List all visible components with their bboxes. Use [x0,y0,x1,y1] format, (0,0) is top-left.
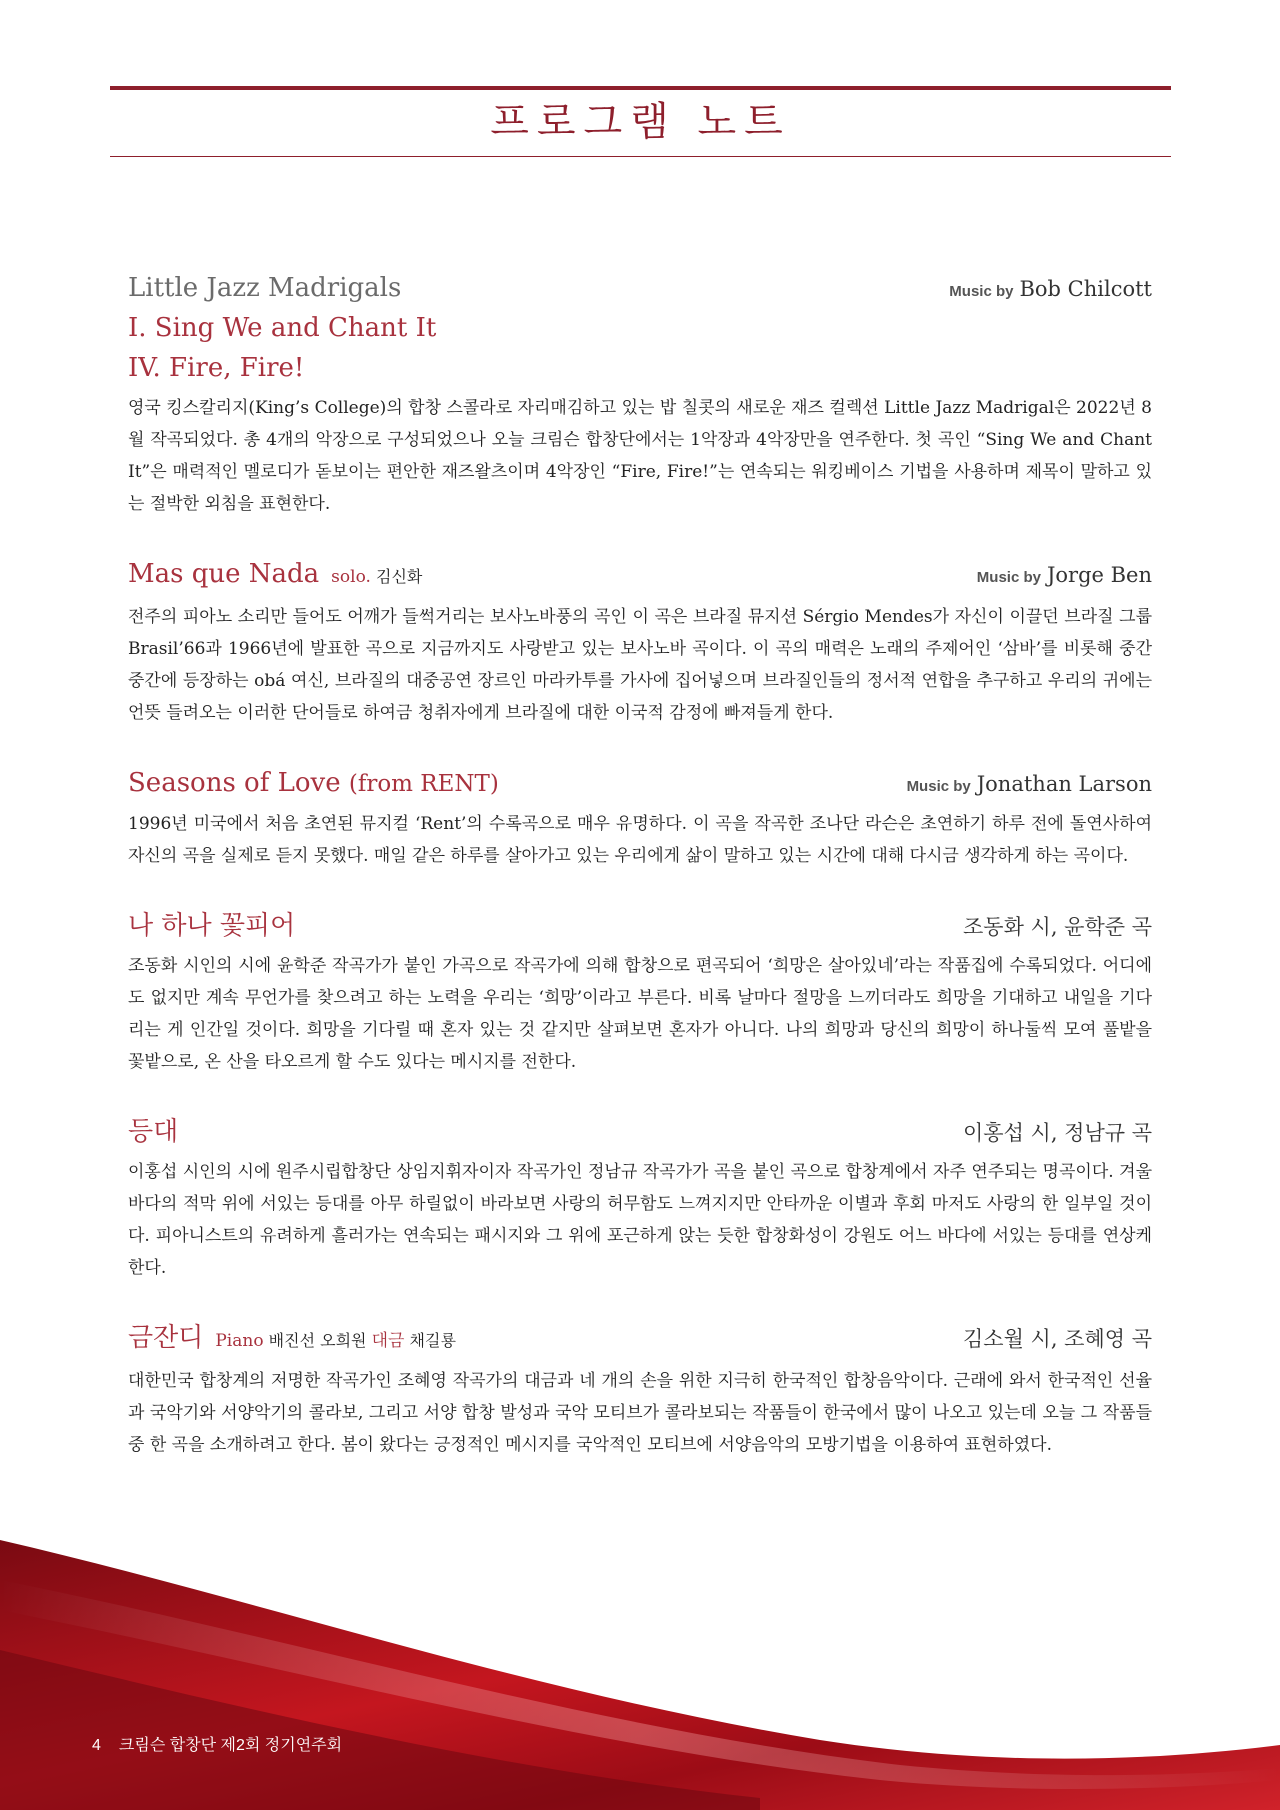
piece-description: 대한민국 합창계의 저명한 작곡가인 조혜영 작곡가의 대금과 네 개의 손을 위한 지극히 한국적인 합창음악이다. 근래에 와서 한국적인 선율과 국악기와 서양악기의 콜라보, 그리고 서양 합창 발성과 국악 모티브가 콜라보되는 작품들이 한국에서 많이 나오고 있는데 오늘 그 작품들 중 한 곡을 소개하려고 한다. 봄이 왔다는 긍정적인 메시지를 국악적인 모티브에 서양음악의 모방기법을 이용하여 표현하였다. [128,1371,1152,1455]
piece-title: Seasons of Love [128,768,341,798]
piece-description: 전주의 피아노 소리만 들어도 어깨가 들썩거리는 보사노바풍의 곡인 이 곡은 브라질 뮤지션 Sérgio Mendes가 자신이 이끌던 브라질 그룹 Brasil’66과 1966년에 발표한 곡으로 지금까지도 사랑받고 있는 보사노바 곡이다. 이 곡의 매력은 노래의 주제어인 ‘삼바’를 비롯해 중간중간에 등장하는 obá 여신, 브라질의 대중공연 장르인 마라카투를 가사에 집어넣으며 브라질인들의 정서적 연합을 추구하고 우리의 귀에는 언뜻 들려오는 이러한 단어들로 하여금 청취자에게 브라질에 대한 이국적 감정에 빠져들게 한다. [128,607,1152,723]
piece-description: 이홍섭 시인의 시에 원주시립합창단 상임지휘자이자 작곡가인 정남규 작곡가가 곡을 붙인 곡으로 합창계에서 자주 연주되는 명곡이다. 겨울바다의 적막 위에 서있는 등대를 아무 하릴없이 바라보면 사랑의 허무함도 느껴지지만 안타까운 이별과 후회 마저도 사랑의 한 일부일 것이다. 피아니스트의 유려하게 흘러가는 연속되는 패시지와 그 위에 포근하게 앉는 듯한 합창화성이 강원도 어느 바다에 서있는 등대를 연상케 한다. [128,1162,1152,1278]
piece-description: 영국 킹스칼리지(King’s College)의 합창 스콜라로 자리매김하고 있는 밥 칠콧의 새로운 재즈 컬렉션 Little Jazz Madrigal은 2022년 8월 작곡되었다. 총 4개의 악장으로 구성되었으나 오늘 크림슨 합창단에서는 1악장과 4악장만을 연주한다. 첫 곡인 “Sing We and Chant It”은 매력적인 멜로디가 돋보이는 편안한 재즈왈츠이며 4악장인 “Fire, Fire!”는 연속되는 워킹베이스 기법을 사용하며 제목이 말하고 있는 절박한 외침을 표현한다. [128,398,1152,514]
piece-title: 등대 [128,1117,179,1147]
pianist-names: 배진선 오희원 [268,1331,367,1350]
piece-mas-que-nada [128,554,1152,729]
composer-name: Jonathan Larson [976,772,1152,796]
piece-header [128,268,1152,308]
piece-description: 1996년 미국에서 처음 초연된 뮤지컬 ‘Rent’의 수록곡으로 매우 유명하다. 이 곡을 작곡한 조나단 라슨은 초연하기 하루 전에 돌연사하여 자신의 곡을 실제로 듣지 못했다. 매일 같은 하루를 살아가고 있는 우리에게 삶이 말하고 있는 시간에 대해 다시금 생각하게 하는 곡이다. [128,814,1152,866]
piece-header [128,763,1152,804]
piece-title: 나 하나 꽃피어 [128,911,296,941]
composer-credit: 김소월 시, 조혜영 곡 [963,1327,1152,1351]
music-by-label: Music by [976,569,1041,586]
page-header [110,86,1171,157]
piece-seasons-of-love [128,763,1152,872]
red-silk-wave-decoration [0,1540,1280,1810]
composer-credit [949,277,1152,301]
performer-credits [215,1331,456,1350]
movement-title: IV. Fire, Fire! [128,353,305,383]
piece-header [128,554,1152,597]
piece-deungdae [128,1112,1152,1284]
piece-na-hana-kkotpieo [128,906,1152,1078]
page-footer [92,1732,342,1755]
soloist-name: 김신화 [376,567,423,586]
piece-header [128,1318,1152,1361]
piece-title-line [128,763,499,804]
composer-credit [977,563,1152,587]
header-bottom-rule [110,156,1171,157]
piece-description: 조동화 시인의 시에 윤학준 작곡가가 붙인 가곡으로 작곡가에 의해 합창으로 편곡되어 ‘희망은 살아있네’라는 작품집에 수록되었다. 어디에도 없지만 계속 무언가를 찾으려고 하는 노력을 우리는 ‘희망’이라고 부른다. 비록 날마다 절망을 느끼더라도 희망을 기대하고 내일을 기다리는 게 인간일 것이다. 희망을 기다릴 때 혼자 있는 것 같지만 살펴보면 혼자가 아니다. 나의 희망과 당신의 희망이 하나둘씩 모여 풀밭을 꽃밭으로, 온 산을 타오르게 할 수도 있다는 메시지를 전한다. [128,956,1152,1072]
daegeum-player-name: 채길룡 [409,1331,456,1350]
solo-label: solo. [331,567,371,587]
piece-title-suffix: (from RENT) [348,771,499,797]
page-title: 프로그램 노트 [490,99,791,145]
piece-little-jazz-madrigals [128,268,1152,520]
composer-name: Bob Chilcott [1019,277,1152,301]
piece-geumjandi [128,1318,1152,1461]
soloist-credit [331,567,422,586]
composer-credit: 이홍섭 시, 정남규 곡 [963,1121,1152,1145]
music-by-label: Music by [949,283,1014,300]
music-by-label: Music by [906,778,971,795]
piece-title: Mas que Nada [128,559,320,589]
daegeum-label: 대금 [371,1331,405,1351]
piece-title: 금잔디 [128,1323,204,1353]
piece-header [128,1112,1152,1152]
piece-title-line [128,554,422,597]
piece-header [128,906,1152,946]
footer-text: 크림슨 합창단 제2회 정기연주회 [118,1737,343,1754]
movement-title: I. Sing We and Chant It [128,313,437,343]
composer-credit: 조동화 시, 윤학준 곡 [963,915,1152,939]
piece-title: Little Jazz Madrigals [128,273,402,303]
composer-credit [907,772,1152,796]
header-top-rule [110,86,1171,90]
composer-name: Jorge Ben [1046,563,1152,587]
program-notes [128,268,1152,1495]
piece-title-line [128,1318,456,1361]
page-number: 4 [92,1737,101,1754]
piano-label: Piano [215,1331,264,1351]
